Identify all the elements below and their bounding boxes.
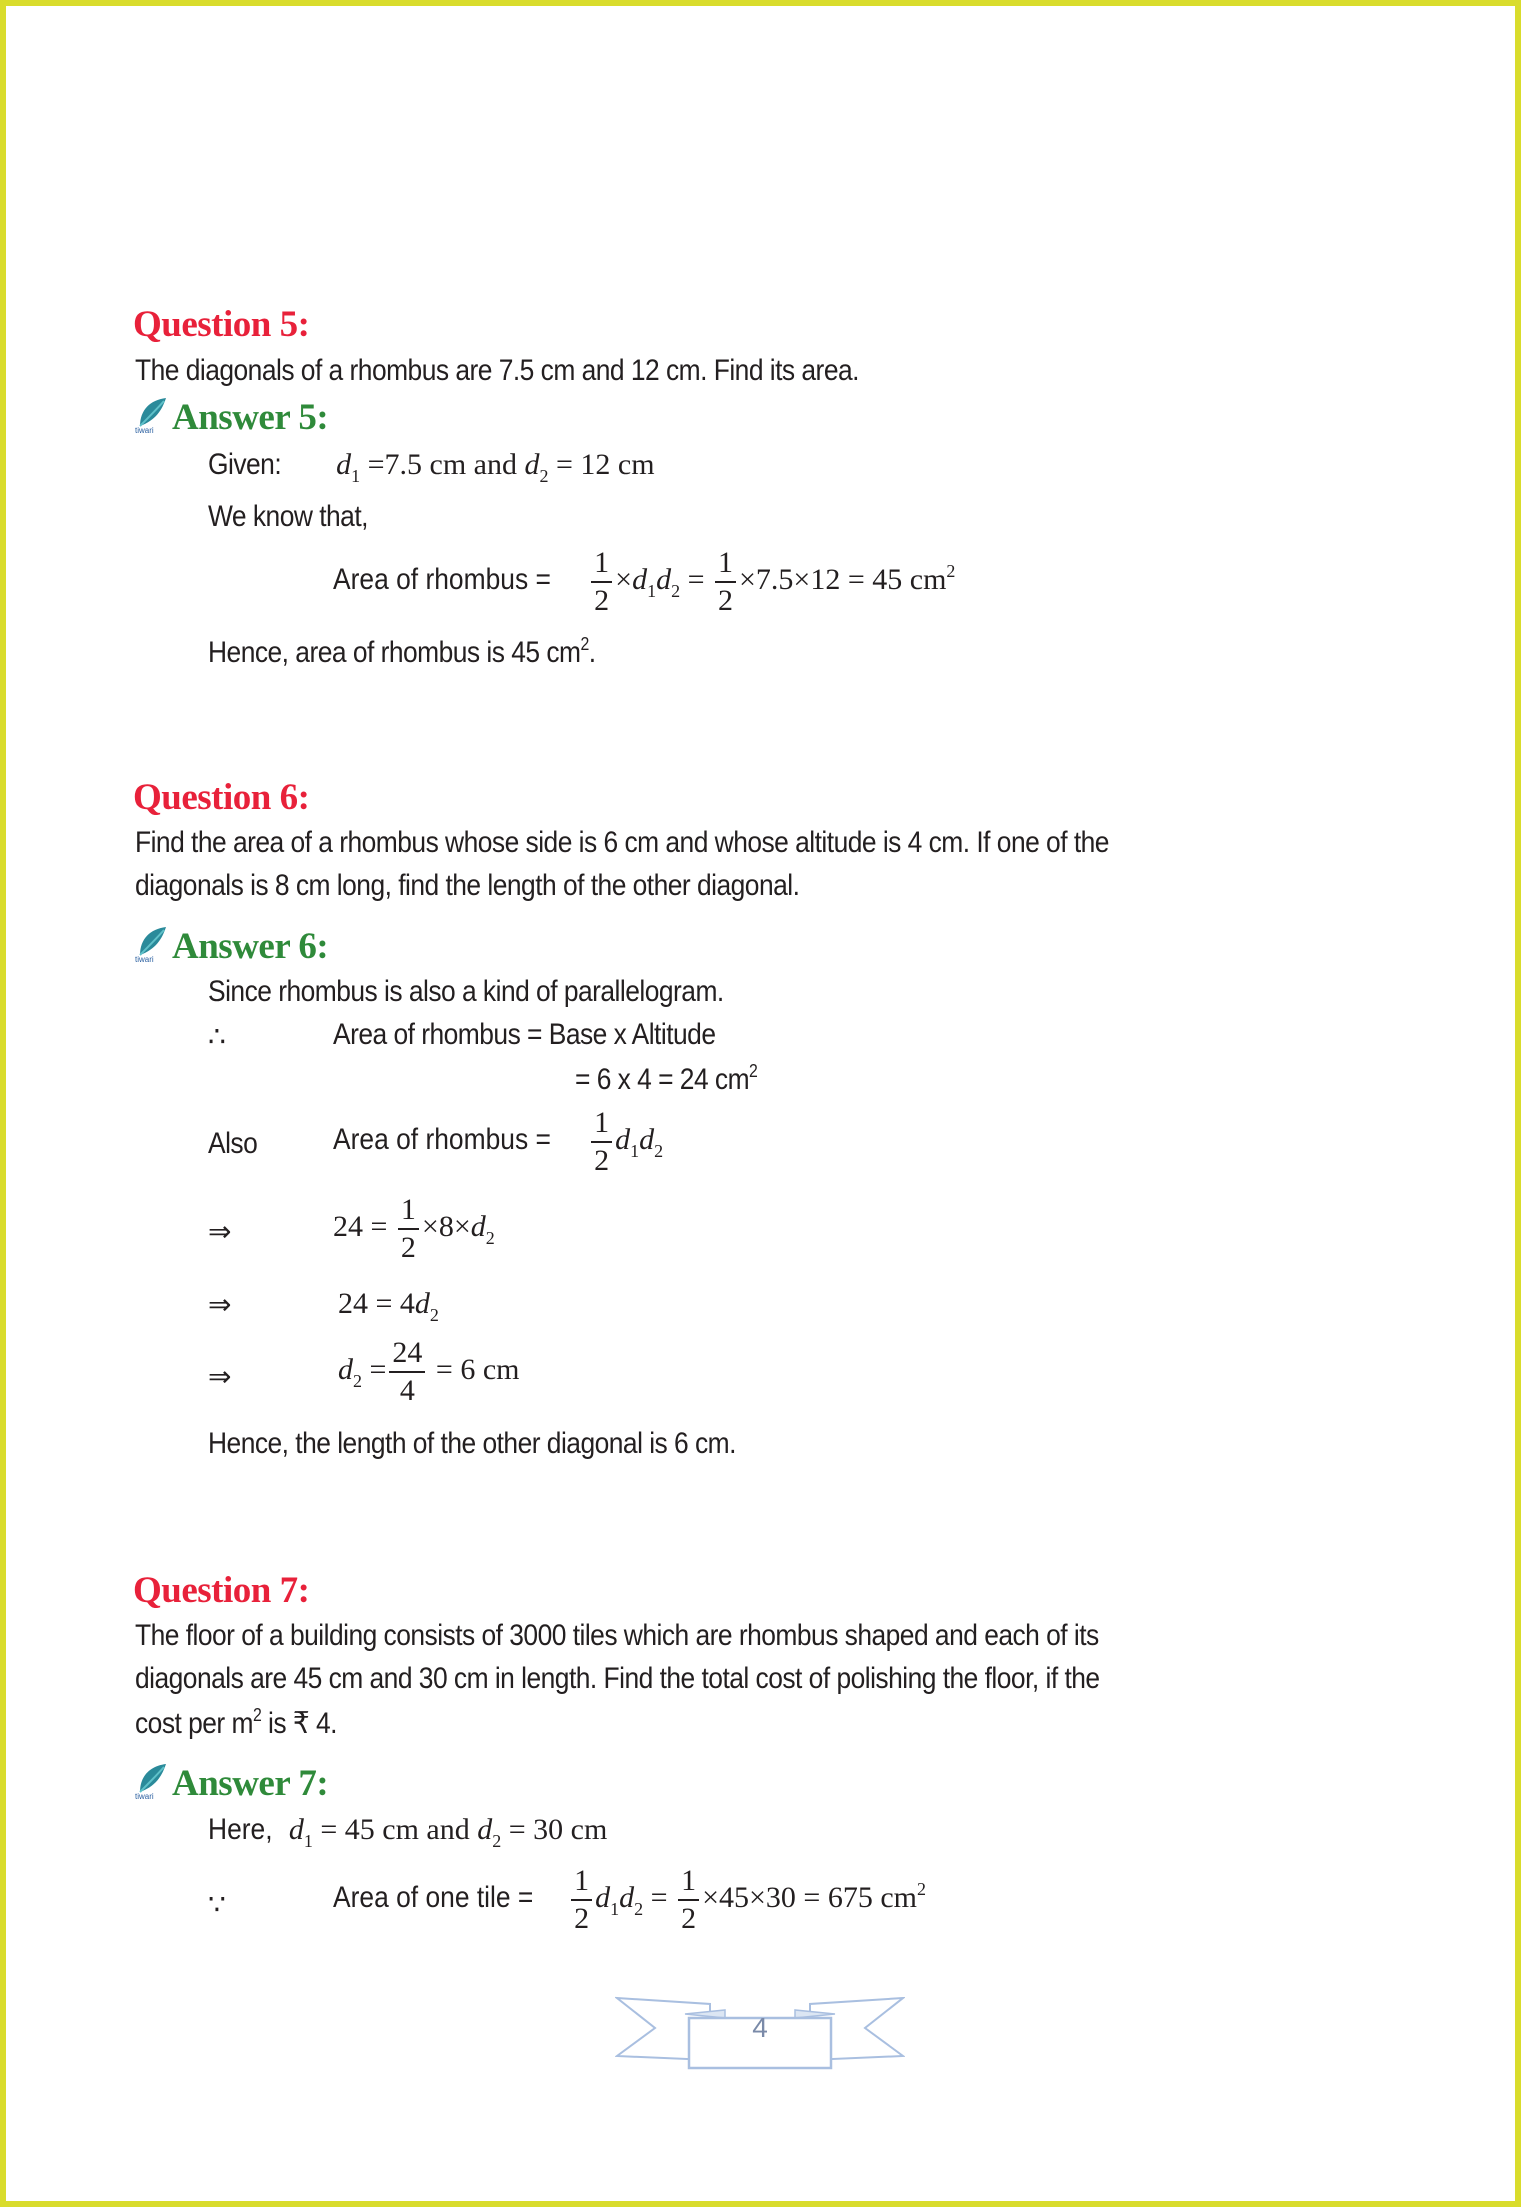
question-7-text-line2: diagonals are 45 cm and 30 cm in length. Find the total cost of polishing the floor, if the (135, 1662, 1100, 1695)
page-number: 4 (752, 2012, 768, 2043)
answer-6-conclusion: Hence, the length of the other diagonal is 6 cm. (208, 1427, 736, 1460)
answer-7-here: Here, $d_1 = 45$ cm and $d_2 = 30$ cm (208, 1813, 608, 1851)
page-number-ribbon (615, 1990, 905, 2070)
question-5-text: The diagonals of a rhombus are 7.5 cm and 12 cm. Find its area. (135, 354, 859, 387)
because-symbol: ∵ (208, 1888, 226, 1921)
fraction-half: $\frac{1}{2}$ (591, 548, 612, 616)
question-7-title: Question 7: (133, 1570, 310, 1611)
answer-7-tile-area: Area of one tile = $\frac{1}{2}$ $d_1d_2$ = $\frac{1}{2}$ ×45×30 = 675 $cm^2$ (333, 1864, 926, 1935)
answer-6-step1: 24 = $\frac{1}{2}$ $\times 8\times d_2$ (333, 1193, 495, 1264)
answer-5-given: Given: $d_1 =7.5$ cm and $d_2 = 12$ cm (208, 448, 655, 486)
fraction-half: $\frac{1}{2}$ (571, 1866, 592, 1934)
answer-6-title: Answer 6: (172, 926, 329, 967)
answer-6-step2: $24 = 4d_2$ (338, 1287, 439, 1325)
fraction-24-over-4: $\frac{24}{4}$ (389, 1338, 425, 1406)
svg-text:tiwari: tiwari (135, 955, 154, 963)
implies-symbol: ⇒ (208, 1360, 232, 1393)
answer-6-also: Also (208, 1127, 258, 1160)
question-7-text-line3: cost per $m^2$ is ₹ 4. (135, 1705, 337, 1740)
implies-symbol: ⇒ (208, 1288, 232, 1321)
answer-5-we-know: We know that, (208, 500, 368, 533)
answer-5-formula: Area of rhombus = $\frac{1}{2}$ $\times d_1d_2$ = $\frac{1}{2}$ ×7.5×12 = 45 $cm^2$ (333, 546, 956, 617)
question-7-text-line1: The floor of a building consists of 3000 tiles which are rhombus shaped and each of its (135, 1619, 1099, 1652)
fraction-half: $\frac{1}{2}$ (678, 1866, 699, 1934)
answer-6-line4: Area of rhombus = $\frac{1}{2}$ $d_1d_2$ (333, 1106, 664, 1177)
fraction-half: $\frac{1}{2}$ (398, 1195, 419, 1263)
question-5-title: Question 5: (133, 304, 310, 345)
svg-text:tiwari: tiwari (135, 1792, 154, 1800)
answer-5-conclusion: Hence, area of rhombus is 45 $cm^2$. (208, 634, 596, 669)
question-6-title: Question 6: (133, 777, 310, 818)
answer-6-line2: Area of rhombus = Base x Altitude (333, 1018, 716, 1051)
question-6-text-line2: diagonals is 8 cm long, find the length of the other diagonal. (135, 869, 800, 902)
tiwari-logo-icon (134, 1762, 168, 1800)
fraction-half: $\frac{1}{2}$ (715, 548, 736, 616)
tiwari-logo-icon (134, 396, 168, 434)
fraction-half: $\frac{1}{2}$ (591, 1108, 612, 1176)
answer-6-step3: $d_2$ = $\frac{24}{4}$ = 6 cm (338, 1336, 520, 1407)
therefore-symbol: ∴ (208, 1020, 226, 1053)
answer-6-line3: = 6 x 4 = 24 $cm^2$ (575, 1061, 758, 1096)
implies-symbol: ⇒ (208, 1215, 232, 1248)
tiwari-logo-icon (134, 925, 168, 963)
answer-5-title: Answer 5: (172, 397, 329, 438)
answer-6-line1: Since rhombus is also a kind of parallelogram. (208, 975, 724, 1008)
svg-text:tiwari: tiwari (135, 426, 154, 434)
question-6-text-line1: Find the area of a rhombus whose side is 6 cm and whose altitude is 4 cm. If one of the (135, 826, 1109, 859)
answer-7-title: Answer 7: (172, 1763, 329, 1804)
